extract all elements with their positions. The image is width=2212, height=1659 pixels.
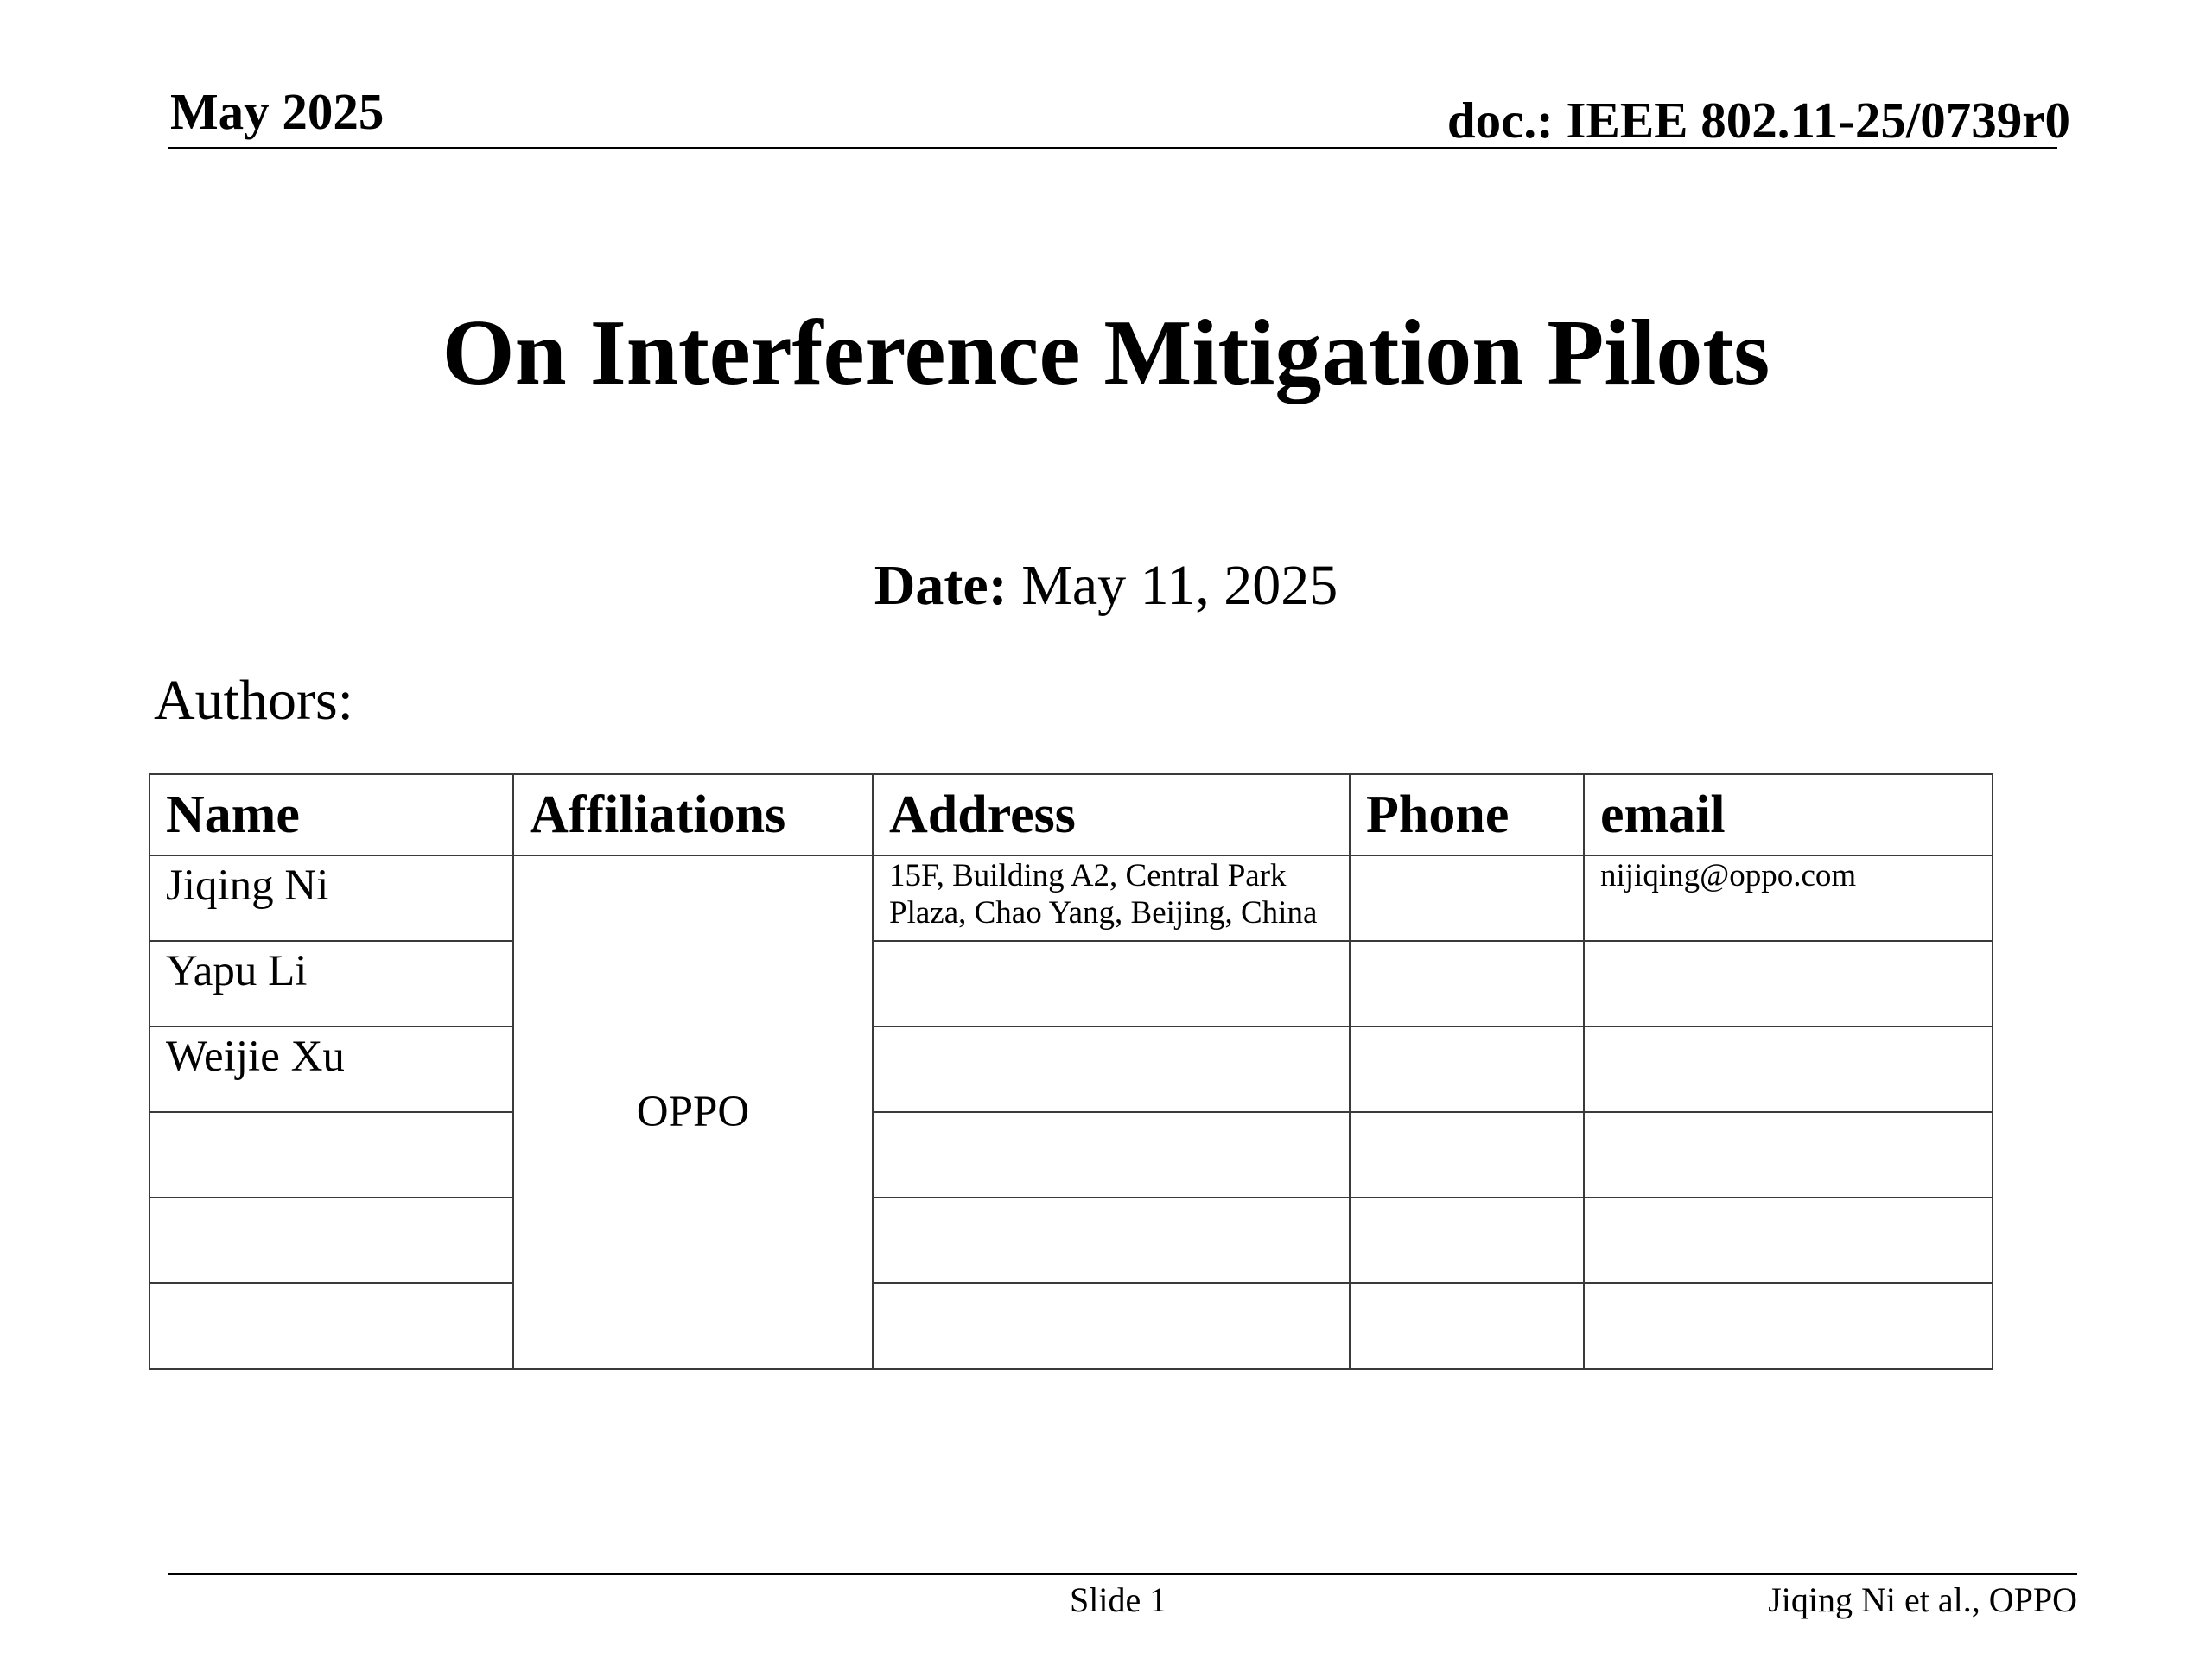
table-row — [149, 1283, 1993, 1369]
cell-phone — [1350, 1027, 1584, 1112]
header-phone: Phone — [1350, 774, 1584, 855]
date-label: Date: — [874, 554, 1007, 617]
cell-address — [873, 1283, 1350, 1369]
cell-phone — [1350, 941, 1584, 1027]
footer-slide-number: Slide 1 — [1070, 1580, 1167, 1619]
cell-email — [1584, 941, 1993, 1027]
authors-table — [149, 773, 1993, 1370]
cell-name: Yapu Li — [149, 941, 513, 1027]
header-rule — [168, 147, 2057, 149]
cell-name — [149, 1112, 513, 1198]
header-address: Address — [873, 774, 1350, 855]
header-date: May 2025 — [170, 83, 385, 140]
authors-label: Authors: — [154, 669, 353, 732]
cell-address — [873, 1112, 1350, 1198]
cell-phone — [1350, 855, 1584, 941]
cell-address: 15F, Building A2, Central Park Plaza, Chao Yang, Beijing, China — [873, 855, 1350, 941]
cell-email — [1584, 1283, 1993, 1369]
cell-email — [1584, 1112, 1993, 1198]
header-name: Name — [149, 774, 513, 855]
cell-phone — [1350, 1112, 1584, 1198]
cell-email: nijiqing@oppo.com — [1584, 855, 1993, 941]
cell-name: Jiqing Ni — [149, 855, 513, 941]
date-value: May 11, 2025 — [1021, 554, 1338, 617]
cell-name — [149, 1198, 513, 1283]
date-line — [0, 554, 2212, 617]
table-row — [149, 1027, 1993, 1112]
cell-phone — [1350, 1283, 1584, 1369]
cell-email — [1584, 1027, 1993, 1112]
table-row — [149, 855, 1993, 941]
header-affiliations: Affiliations — [513, 774, 873, 855]
table-row — [149, 1198, 1993, 1283]
cell-address — [873, 1198, 1350, 1283]
cell-address — [873, 1027, 1350, 1112]
header-email: email — [1584, 774, 1993, 855]
cell-email — [1584, 1198, 1993, 1283]
table-row — [149, 941, 1993, 1027]
cell-address — [873, 941, 1350, 1027]
header-doc-id: doc.: IEEE 802.11-25/0739r0 — [1446, 92, 2070, 149]
cell-phone — [1350, 1198, 1584, 1283]
cell-name: Weijie Xu — [149, 1027, 513, 1112]
cell-affiliation: OPPO — [513, 855, 873, 1369]
table-row — [149, 1112, 1993, 1198]
footer-author: Jiqing Ni et al., OPPO — [1768, 1580, 2077, 1619]
slide-title: On Interference Mitigation Pilots — [442, 302, 1770, 404]
footer-rule — [168, 1573, 2077, 1575]
table-header-row — [149, 774, 1993, 855]
cell-name — [149, 1283, 513, 1369]
